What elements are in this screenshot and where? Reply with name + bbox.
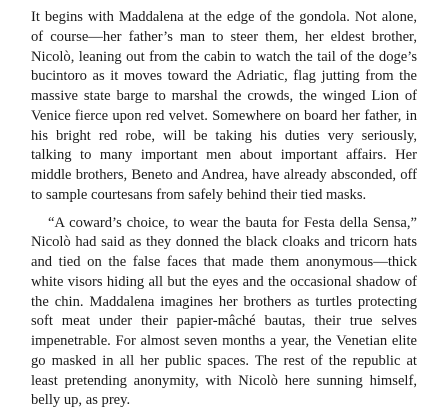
- paragraph: It begins with Maddalena at the edge of the gondola. Not alone, of course—her father’s man to steer them, her eldest brother, Nicolò, leaning out from the cabin to watch the tail of the doge’s bucintoro as it moves toward the Adriatic, flag jutting from the massive state barge to marshal the crowds, the winged Lion of Venice fierce upon red velvet. Somewhere on board her father, in his bright red robe, will be taking his duties very seriously, talking to many important men about important affairs. Her middle brothers, Beneto and Andrea, have already absconded, off to sample courtesans from safely behind their tied masks.: [31, 9, 417, 203]
- paragraph: “A coward’s choice, to wear the bauta for Festa della Sensa,” Nicolò had said as they donned the black cloaks and tricorn hats and tied on the false faces that made them anonymous—thick white visors hiding all but the eyes and the occasional shadow of the chin. Maddalena imagines her brothers as turtles protecting soft meat under their papier-mâché bautas, their true selves impenetrable. For almost seven months a year, the Venetian elite go masked in all her public spaces. The rest of the republic at least pretending anonymity, with Nicolò here sunning himself, belly up, as prey.: [31, 214, 417, 409]
- document-page: [31, 8, 417, 411]
